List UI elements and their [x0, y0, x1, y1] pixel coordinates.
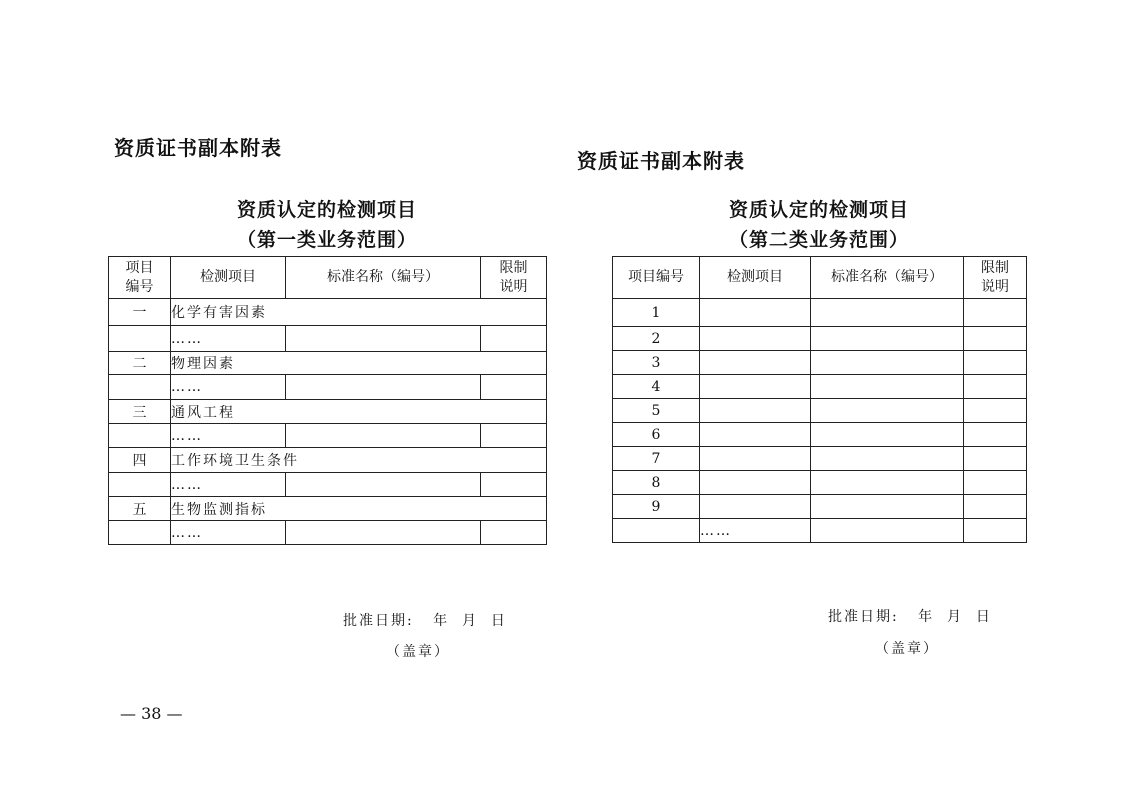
right-empty-cell: [964, 375, 1027, 399]
left-header-limitation-line1: 限制: [499, 259, 528, 276]
right-empty-cell: [700, 471, 811, 495]
right-empty-cell: [700, 399, 811, 423]
left-approval-date: 批准日期: 年 月 日: [343, 613, 507, 629]
right-numbered-row: [613, 423, 1027, 447]
right-row-number: 4: [613, 375, 700, 399]
left-seal: （盖章）: [386, 644, 450, 660]
left-header-standard-name: 标准名称（编号）: [286, 257, 481, 299]
right-empty-cell: [964, 519, 1027, 543]
left-items-table: [108, 256, 547, 545]
right-row-number: 8: [613, 471, 700, 495]
left-category-row: [109, 352, 547, 375]
right-continuation-row: [613, 519, 1027, 543]
left-category-name: 生物监测指标: [171, 497, 547, 521]
left-ellipsis-cell: ……: [171, 375, 286, 400]
left-empty-cell: [109, 424, 171, 448]
left-category-row: [109, 400, 547, 424]
left-empty-cell: [109, 473, 171, 497]
left-category-row: [109, 497, 547, 521]
right-approval-date: 批准日期: 年 月 日: [828, 609, 992, 625]
right-header-standard-name: 标准名称（编号）: [811, 257, 964, 299]
left-empty-cell: [109, 521, 171, 545]
right-header-limitation-line1: 限制: [981, 259, 1009, 276]
left-section-title: 资质证书副本附表: [114, 136, 282, 160]
left-header-limitation: [481, 257, 547, 299]
right-row-number: 5: [613, 399, 700, 423]
left-category-number: 一: [109, 299, 171, 326]
left-empty-cell: [481, 424, 547, 448]
right-ellipsis-cell: ……: [700, 519, 811, 543]
right-empty-cell: [700, 375, 811, 399]
left-empty-cell: [286, 473, 481, 497]
left-empty-cell: [286, 375, 481, 400]
right-row-number: 7: [613, 447, 700, 471]
right-numbered-row: [613, 399, 1027, 423]
right-empty-cell: [700, 299, 811, 327]
left-table-header-row: [109, 257, 547, 299]
right-seal: （盖章）: [875, 641, 939, 657]
left-table-title: [108, 195, 546, 255]
right-empty-cell: [964, 447, 1027, 471]
right-table-subtitle: （第二类业务范围）: [728, 229, 909, 251]
right-empty-cell: [811, 495, 964, 519]
right-empty-cell: [613, 519, 700, 543]
right-empty-cell: [811, 399, 964, 423]
left-category-number: 二: [109, 352, 171, 375]
right-empty-cell: [700, 351, 811, 375]
right-numbered-row: [613, 327, 1027, 351]
right-empty-cell: [964, 327, 1027, 351]
left-empty-cell: [109, 375, 171, 400]
left-empty-cell: [481, 326, 547, 352]
right-numbered-row: [613, 299, 1027, 327]
left-header-item-number-line1: 项目: [125, 259, 154, 276]
left-empty-cell: [481, 375, 547, 400]
left-ellipsis-cell: ……: [171, 521, 286, 545]
right-items-table: [612, 256, 1027, 543]
right-header-limitation-line2: 说明: [981, 278, 1009, 295]
right-empty-cell: [700, 327, 811, 351]
right-empty-cell: [811, 299, 964, 327]
right-empty-cell: [964, 471, 1027, 495]
right-numbered-row: [613, 471, 1027, 495]
left-header-limitation-line2: 说明: [499, 278, 528, 295]
left-category-row: [109, 448, 547, 473]
right-empty-cell: [964, 351, 1027, 375]
left-ellipsis-cell: ……: [171, 424, 286, 448]
right-empty-cell: [811, 447, 964, 471]
right-row-number: 1: [613, 299, 700, 327]
left-ellipsis-cell: ……: [171, 326, 286, 352]
right-empty-cell: [811, 375, 964, 399]
left-empty-cell: [109, 326, 171, 352]
left-category-row: [109, 299, 547, 326]
right-empty-cell: [811, 351, 964, 375]
right-section-title: 资质证书副本附表: [577, 149, 745, 173]
left-table-title-main: 资质认定的检测项目: [236, 199, 417, 221]
left-empty-cell: [286, 521, 481, 545]
right-header-test-item: 检测项目: [700, 257, 811, 299]
right-empty-cell: [700, 423, 811, 447]
right-empty-cell: [964, 495, 1027, 519]
left-continuation-row: [109, 473, 547, 497]
right-header-limitation: [964, 257, 1027, 299]
left-category-name: 化学有害因素: [171, 299, 547, 326]
right-table-title-main: 资质认定的检测项目: [728, 199, 909, 221]
right-empty-cell: [811, 327, 964, 351]
left-category-number: 五: [109, 497, 171, 521]
left-continuation-row: [109, 375, 547, 400]
right-header-item-number: 项目编号: [613, 257, 700, 299]
right-numbered-row: [613, 495, 1027, 519]
right-empty-cell: [811, 519, 964, 543]
left-empty-cell: [481, 473, 547, 497]
right-table-header-row: [613, 257, 1027, 299]
right-empty-cell: [964, 299, 1027, 327]
right-empty-cell: [964, 399, 1027, 423]
left-header-item-number: [109, 257, 171, 299]
left-category-number: 三: [109, 400, 171, 424]
right-empty-cell: [700, 495, 811, 519]
right-row-number: 9: [613, 495, 700, 519]
left-header-item-number-line2: 编号: [125, 278, 154, 295]
right-numbered-row: [613, 351, 1027, 375]
right-empty-cell: [964, 423, 1027, 447]
left-ellipsis-cell: ……: [171, 473, 286, 497]
right-numbered-row: [613, 375, 1027, 399]
left-empty-cell: [286, 424, 481, 448]
right-row-number: 2: [613, 327, 700, 351]
right-empty-cell: [811, 471, 964, 495]
left-empty-cell: [286, 326, 481, 352]
right-empty-cell: [811, 423, 964, 447]
left-continuation-row: [109, 424, 547, 448]
right-empty-cell: [700, 447, 811, 471]
left-category-name: 通风工程: [171, 400, 547, 424]
right-numbered-row: [613, 447, 1027, 471]
left-category-name: 工作环境卫生条件: [171, 448, 547, 473]
right-row-number: 6: [613, 423, 700, 447]
right-table-title: [612, 195, 1026, 255]
left-category-number: 四: [109, 448, 171, 473]
left-continuation-row: [109, 326, 547, 352]
right-row-number: 3: [613, 351, 700, 375]
left-continuation-row: [109, 521, 547, 545]
left-category-name: 物理因素: [171, 352, 547, 375]
page-number: — 38 —: [120, 704, 183, 723]
left-table-subtitle: （第一类业务范围）: [236, 229, 417, 251]
left-header-test-item: 检测项目: [171, 257, 286, 299]
left-empty-cell: [481, 521, 547, 545]
